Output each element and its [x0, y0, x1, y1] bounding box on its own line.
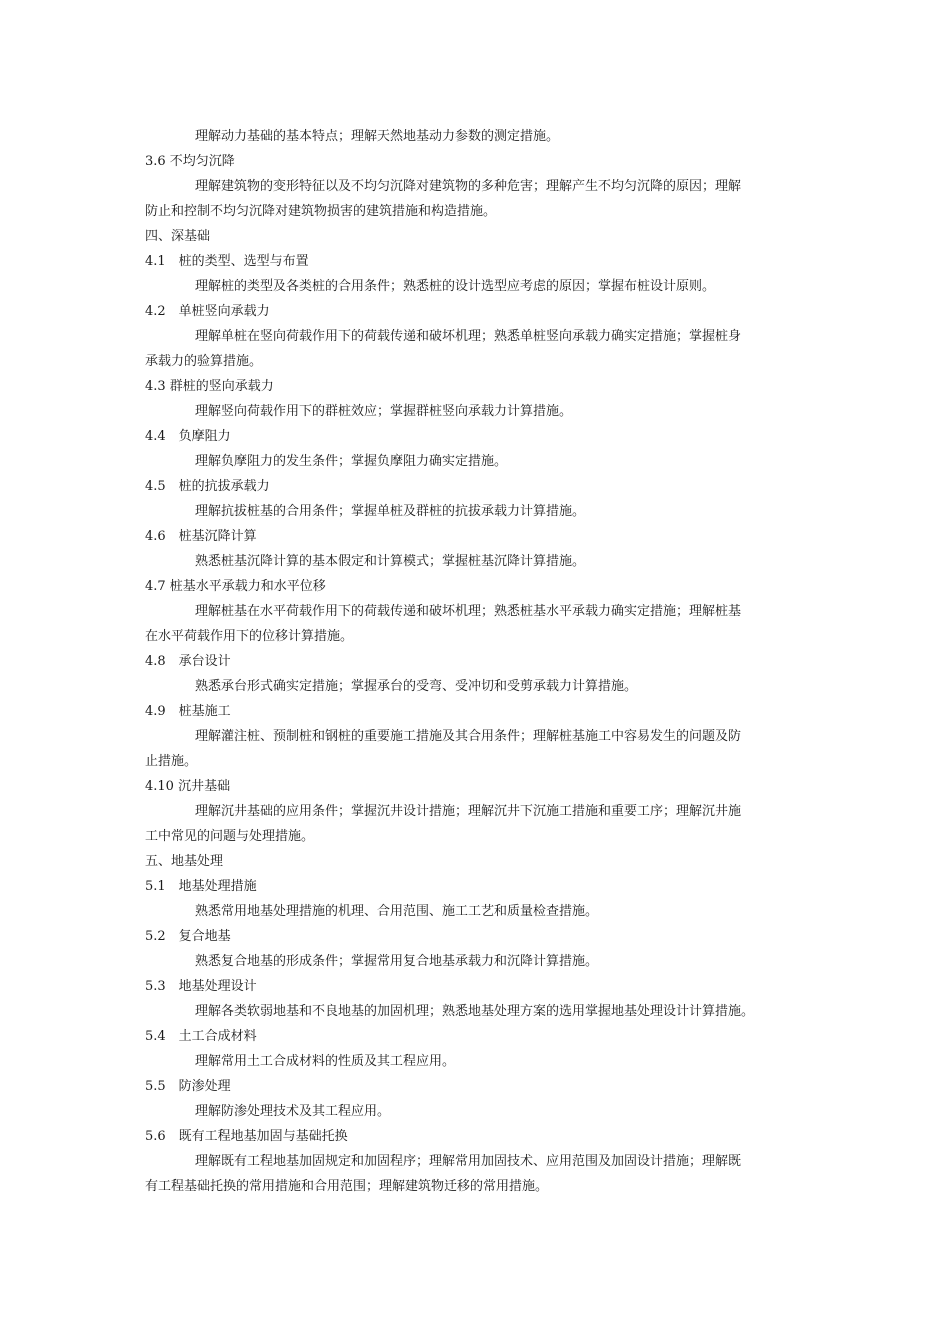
paragraph-4-1: 理解桩的类型及各类桩的合用条件；熟悉桩的设计选型应考虑的原因；掌握布桩设计原则。: [195, 279, 716, 294]
paragraph-4-10-line2: 工中常见的问题与处理措施。: [145, 829, 315, 844]
paragraph-4-5: 理解抗拔桩基的合用条件；掌握单桩及群桩的抗拔承载力计算措施。: [195, 504, 586, 519]
paragraph-4-8: 熟悉承台形式确实定措施；掌握承台的受弯、受冲切和受剪承载力计算措施。: [195, 679, 638, 694]
heading-4-3: 4.3 群桩的竖向承载力: [145, 379, 274, 394]
heading-4-6: 4.6 桩基沉降计算: [145, 529, 257, 544]
paragraph-5-4: 理解常用土工合成材料的性质及其工程应用。: [195, 1054, 456, 1069]
heading-5-6: 5.6 既有工程地基加固与基础托换: [145, 1129, 348, 1144]
paragraph-4-9-line1: 理解灌注桩、预制桩和钢桩的重要施工措施及其合用条件；理解桩基施工中容易发生的问题及防: [195, 729, 742, 744]
paragraph-3-6-line2: 防止和控制不均匀沉降对建筑物损害的建筑措施和构造措施。: [145, 204, 497, 219]
heading-5-4: 5.4 土工合成材料: [145, 1029, 257, 1044]
paragraph-4-9-line2: 止措施。: [145, 754, 198, 769]
heading-4-5: 4.5 桩的抗拔承载力: [145, 479, 270, 494]
paragraph-4-10-line1: 理解沉井基础的应用条件；掌握沉井设计措施；理解沉井下沉施工措施和重要工序；理解沉井施: [195, 804, 742, 819]
paragraph-5-5: 理解防渗处理技术及其工程应用。: [195, 1104, 391, 1119]
heading-5-3: 5.3 地基处理设计: [145, 979, 257, 994]
heading-3-6: 3.6 不均匀沉降: [145, 154, 235, 169]
paragraph-4-4: 理解负摩阻力的发生条件；掌握负摩阻力确实定措施。: [195, 454, 508, 469]
paragraph-4-7-line1: 理解桩基在水平荷载作用下的荷载传递和破坏机理；熟悉桩基水平承载力确实定措施；理解桩基: [195, 604, 742, 619]
heading-5-5: 5.5 防渗处理: [145, 1079, 231, 1094]
paragraph-5-6-line1: 理解既有工程地基加固规定和加固程序；理解常用加固技术、应用范围及加固设计措施；理解既: [195, 1154, 742, 1169]
paragraph-5-1: 熟悉常用地基处理措施的机理、合用范围、施工工艺和质量检查措施。: [195, 904, 599, 919]
paragraph-4-2-line2: 承载力的验算措施。: [145, 354, 263, 369]
heading-4-10: 4.10 沉井基础: [145, 779, 231, 794]
paragraph-4-6: 熟悉桩基沉降计算的基本假定和计算模式；掌握桩基沉降计算措施。: [195, 554, 586, 569]
paragraph-dynamic-foundation: 理解动力基础的基本特点；理解天然地基动力参数的测定措施。: [195, 129, 560, 144]
paragraph-5-6-line2: 有工程基础托换的常用措施和合用范围；理解建筑物迁移的常用措施。: [145, 1179, 549, 1194]
heading-4-9: 4.9 桩基施工: [145, 704, 231, 719]
paragraph-5-2: 熟悉复合地基的形成条件；掌握常用复合地基承载力和沉降计算措施。: [195, 954, 599, 969]
paragraph-4-7-line2: 在水平荷载作用下的位移计算措施。: [145, 629, 354, 644]
heading-4-4: 4.4 负摩阻力: [145, 429, 231, 444]
heading-5-2: 5.2 复合地基: [145, 929, 231, 944]
heading-4-8: 4.8 承台设计: [145, 654, 231, 669]
paragraph-4-2-line1: 理解单桩在竖向荷载作用下的荷载传递和破坏机理；熟悉单桩竖向承载力确实定措施；掌握桩身: [195, 329, 742, 344]
paragraph-3-6-line1: 理解建筑物的变形特征以及不均匀沉降对建筑物的多种危害；理解产生不均匀沉降的原因；理解: [195, 179, 742, 194]
heading-4-7: 4.7 桩基水平承载力和水平位移: [145, 579, 326, 594]
heading-4-2: 4.2 单桩竖向承载力: [145, 304, 270, 319]
paragraph-5-3: 理解各类软弱地基和不良地基的加固机理；熟悉地基处理方案的选用掌握地基处理设计计算措施。: [195, 1004, 755, 1019]
section-heading-4: 四、深基础: [145, 229, 211, 244]
section-heading-5: 五、地基处理: [145, 854, 224, 869]
heading-4-1: 4.1 桩的类型、选型与布置: [145, 254, 309, 269]
heading-5-1: 5.1 地基处理措施: [145, 879, 257, 894]
paragraph-4-3: 理解竖向荷载作用下的群桩效应；掌握群桩竖向承载力计算措施。: [195, 404, 573, 419]
